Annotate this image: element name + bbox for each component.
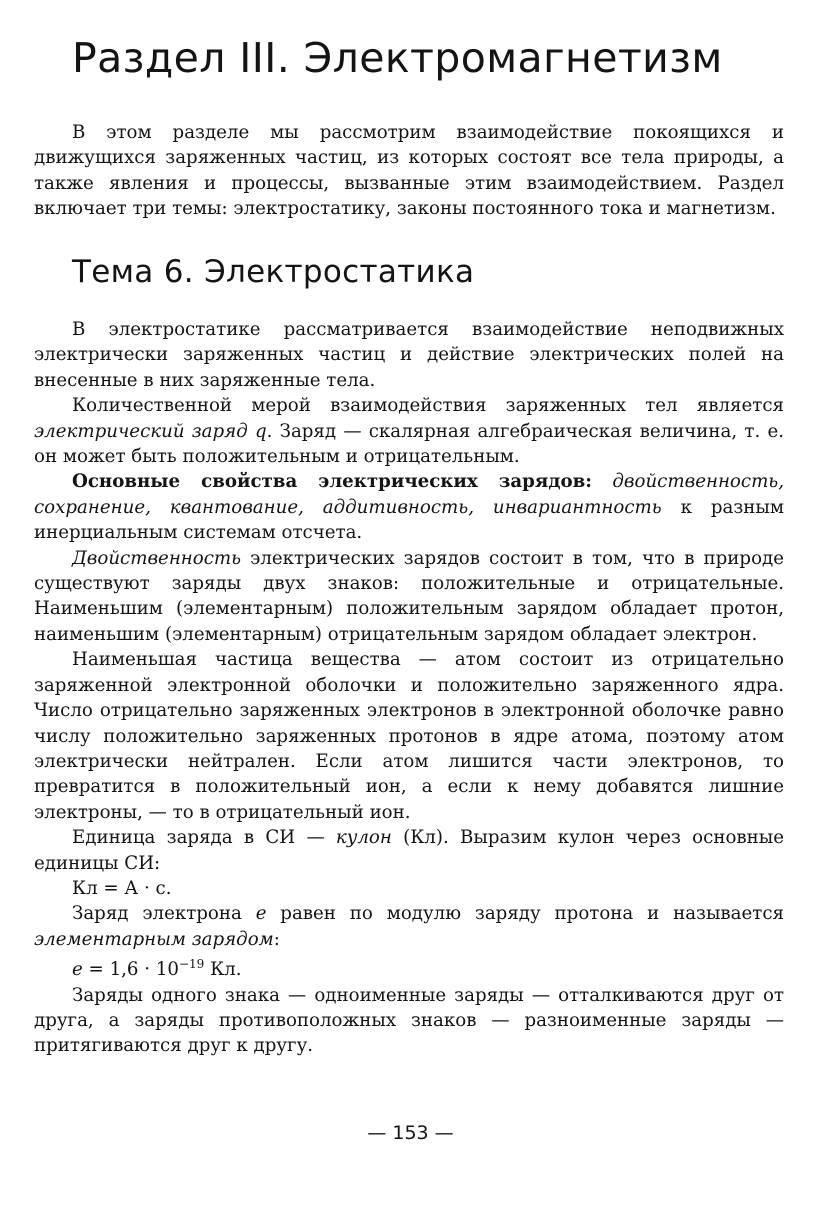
paragraph-8: Заряды одного знака — одноименные заряды — отталкиваются друг от друга, а заряды противоположных знаков — разноименные заряды — притягиваются друг к другу.	[34, 984, 784, 1057]
formula-symbol-e: e	[72, 959, 83, 981]
p3-rest: к разным инерциальным системам отсчета.	[34, 496, 784, 544]
section-intro	[34, 120, 784, 222]
p2-rest: . Заряд — скалярная алгебраическая величина, т. е. он может быть положительным и отрицательным.	[34, 420, 784, 468]
p7-rest: :	[273, 928, 280, 950]
p2-lead: Количественной мерой взаимодействия заряженных тел является	[72, 395, 784, 417]
symbol-e: e	[255, 903, 267, 925]
formula-value: = 1,6 · 10	[82, 959, 179, 981]
paragraph-2	[34, 393, 784, 469]
intro-paragraph: В этом разделе мы рассмотрим взаимодействие покоящихся и движущихся заряженных частиц, из которых состоят все тела природы, а также явления и процессы, вызванные этим взаимодействием. Раздел включает три темы: электростатику, законы постоянного тока и магнетизм.	[34, 122, 784, 220]
paragraph-3	[34, 469, 784, 545]
formula-elementary-charge	[34, 952, 784, 982]
paragraph-7	[34, 901, 784, 952]
term-elementary-charge: элементарным зарядом	[34, 928, 274, 950]
paragraph-5: Наименьшая частица вещества — атом состоит из отрицательно заряженной электронной оболочки и положительно заряженного ядра. Число отрицательно заряженных электронов в электронной оболочке равно числу положительно заряженных протонов в ядре атома, поэтому атом электрически нейтрален. Если атом лишится части электронов, то превратится в положительный ион, а если к нему добавятся лишние электроны, — то в отрицательный ион.	[34, 649, 784, 823]
term-coulomb: кулон	[335, 827, 392, 849]
formula-exponent: −19	[178, 957, 205, 972]
paragraph-6	[34, 825, 784, 876]
properties-heading: Основные свойства электрических зарядов:	[72, 471, 592, 493]
p7-lead: Заряд электрона	[72, 903, 256, 925]
paragraph-4	[34, 546, 784, 648]
section-title: Раздел III. Электромагнетизм	[72, 34, 723, 82]
page-number: — 153 —	[367, 1122, 454, 1144]
topic-body	[34, 317, 784, 1059]
formula-coulomb: Кл = А · с.	[72, 877, 172, 899]
properties-list: двойственность, сохранение, квантование, аддитивность, инвариантность	[34, 471, 784, 518]
term-electric-charge: электрический заряд q	[34, 420, 267, 442]
p4-rest: электрических зарядов состоит в том, что в природе существуют заряды двух знаков: положительные и отрицательные. Наименьшим (элементарным) положительным зарядом обладает протон, наименьшим (элементарным) отрицательным зарядом обладает электрон.	[34, 547, 784, 645]
p6-rest: (Кл). Выразим кулон через основные единицы СИ:	[34, 827, 784, 874]
topic-title: Тема 6. Электростатика	[72, 254, 475, 290]
p6-lead: Единица заряда в СИ —	[72, 827, 336, 849]
p7-mid: равен по модулю заряду протона и называется	[266, 903, 784, 925]
paragraph-1: В электростатике рассматривается взаимодействие неподвижных электрически заряженных частиц и действие электрических полей на внесенные в них заряженные тела.	[34, 319, 784, 391]
term-duality: Двойственность	[72, 547, 242, 569]
formula-unit: Кл.	[204, 959, 242, 981]
